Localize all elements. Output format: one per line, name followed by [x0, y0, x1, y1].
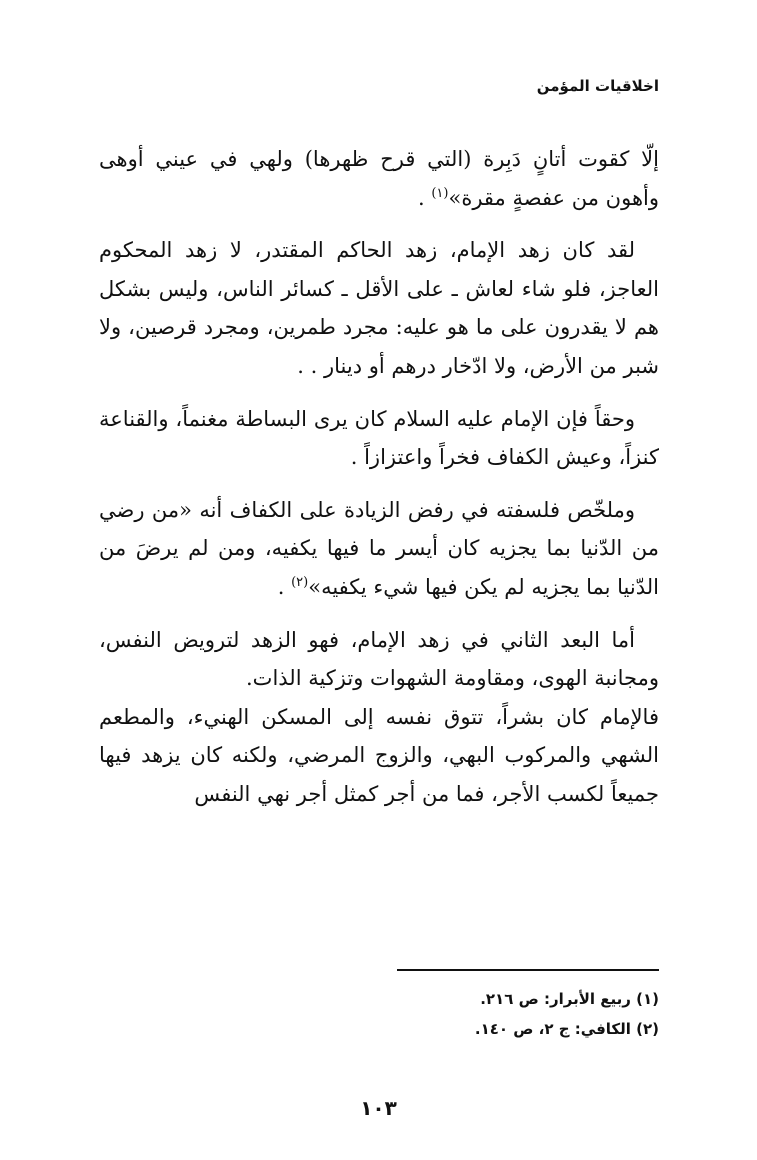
paragraph-5: [99, 621, 659, 698]
paragraph-4-tail: .: [277, 574, 292, 599]
paragraph-5-text: أما البعد الثاني في زهد الإمام، فهو الزهد لترويض النفس، ومجانبة الهوى، ومقاومة الشهوات وتزكية الذات.: [99, 627, 659, 691]
body-text: [99, 140, 659, 814]
paragraph-2: [99, 231, 659, 385]
footnotes: [99, 984, 659, 1044]
page-number: ١٠٣: [360, 1096, 397, 1120]
paragraph-4: [99, 491, 659, 607]
paragraph-1-text: إلّا كقوت أتانٍ دَبِرة (التي قرح ظهرها) ولهي في عيني أوهى وأهون من عفصةٍ مقرة»: [99, 147, 659, 210]
paragraph-1-tail: .: [417, 185, 432, 210]
footnote-divider: [397, 969, 659, 971]
paragraph-6: [99, 698, 659, 814]
paragraph-3-text: وحقاً فإن الإمام عليه السلام كان يرى البساطة مغنماً، والقناعة كنزاً، وعيش الكفاف فخراً واعتزازاً .: [99, 406, 659, 470]
footnote-ref-2: (٢): [291, 574, 309, 590]
paragraph-2-text: لقد كان زهد الإمام، زهد الحاكم المقتدر، لا زهد المحكوم العاجز، فلو شاء لعاش ـ على الأقل ـ كسائر الناس، وليس بشكل هم لا يقدرون على ما هو عليه: مجرد طمرين، ومجرد قرصين، ولا شبر من الأرض، ولا ادّخار درهم أو دينار . .: [99, 238, 659, 378]
running-header: اخلاقيات المؤمن: [536, 77, 659, 95]
footnote-1: (١) ربيع الأبرار: ص ٢١٦.: [480, 990, 659, 1008]
paragraph-3: [99, 400, 659, 477]
paragraph-1: [99, 140, 659, 217]
paragraph-4-text: وملخّص فلسفته في رفض الزيادة على الكفاف أنه «من رضي من الدّنيا بما يجزيه كان أيسر ما فيها يكفيه، ومن لم يرضَ من الدّنيا بما يجزيه لم يكن فيها شيء يكفيه»: [99, 497, 659, 599]
footnote-ref-1: (١): [431, 185, 449, 201]
footnote-2: (٢) الكافي: ج ٢، ص ١٤٠.: [474, 1020, 659, 1038]
paragraph-6-text: فالإمام كان بشراً، تتوق نفسه إلى المسكن الهنيء، والمطعم الشهي والمركوب البهي، والزوج المرضي، ولكنه كان يزهد فيها جميعاً لكسب الأجر، فما من أجر كمثل أجر نهي النفس: [99, 704, 659, 806]
